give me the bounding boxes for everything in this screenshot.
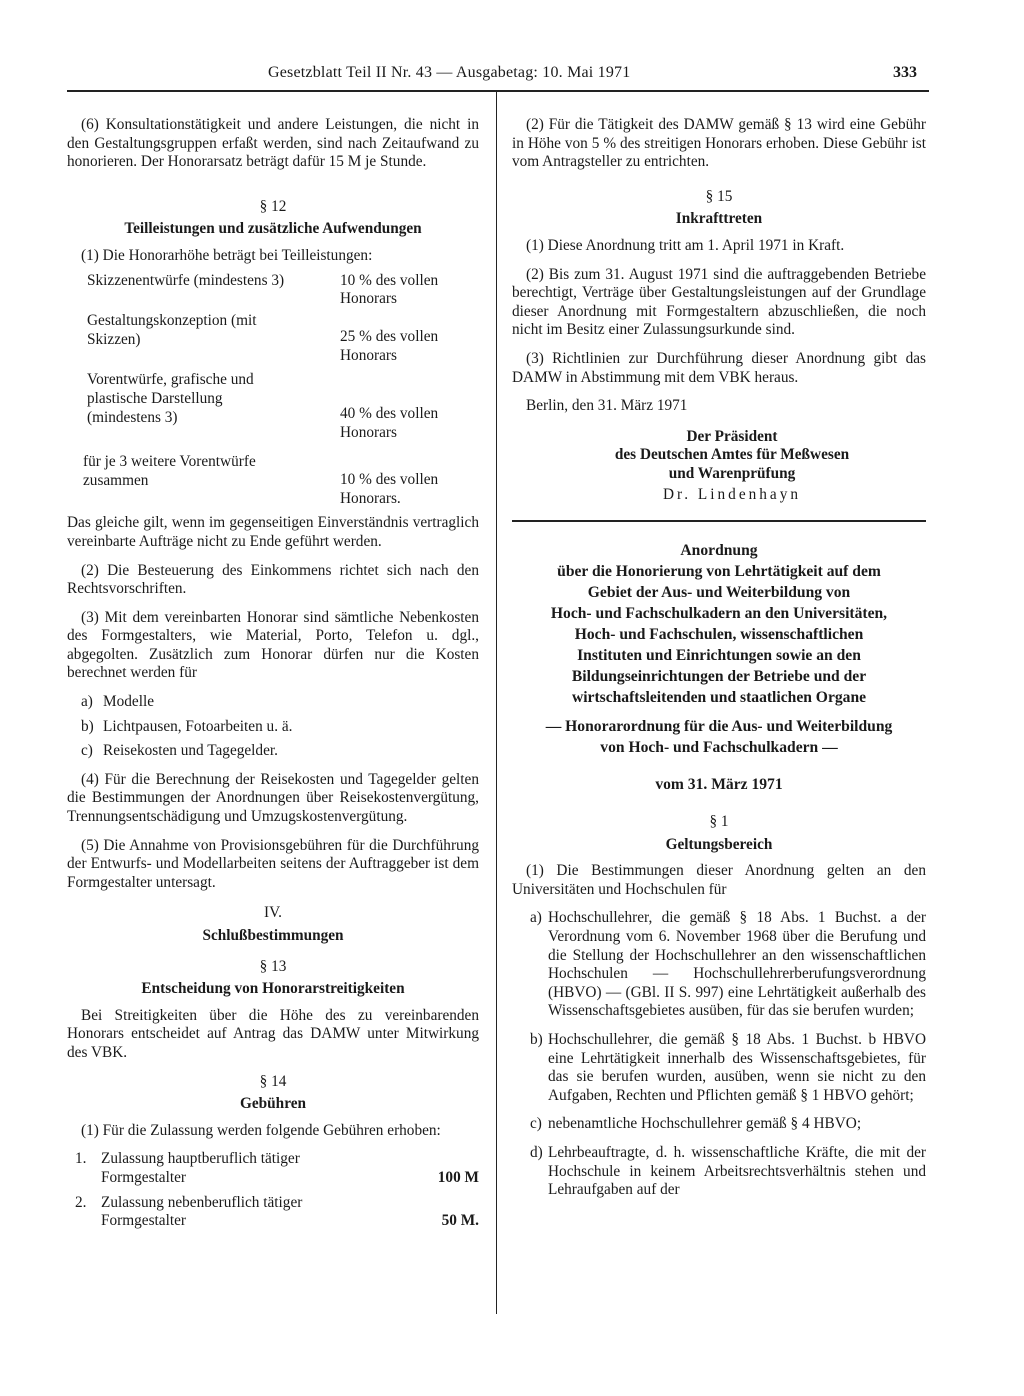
- ordinance-date: vom 31. März 1971: [655, 776, 783, 794]
- fee-row-value: 10 % des vollen Honorars: [340, 271, 439, 308]
- section-15-heading: § 15: [705, 187, 733, 205]
- section-13-heading: § 13: [259, 957, 287, 975]
- section-divider: [512, 520, 926, 522]
- list-item: a) Hochschullehrer, die gemäß § 18 Abs. 1 Buchst. a der Verordnung vom 6. November 1968 über die Berufung und die Stellung der Hochschullehrer an den wissenschaftlichen Hochschulen — Hochschullehrerberufungsverordnung (HBVO) — (GBl. II S. 997) eine Lehrtätigkeit außerhalb des Wissenschaftsgebietes ausüben, für das sie berufen wurden;: [530, 909, 926, 1020]
- fee-row-label: Skizzenentwürfe (mindestens 3): [87, 271, 285, 289]
- fee-row-label: Gestaltungskonzeption (mit Skizzen): [87, 312, 257, 348]
- signature-line-2: des Deutschen Amtes für Meßwesen: [614, 446, 850, 464]
- part-title: Schlußbestimmungen: [202, 927, 344, 944]
- s12-para-1: (1) Die Honorarhöhe beträgt bei Teilleistungen:: [81, 246, 373, 264]
- paragraph-6: (6) Konsultationstätigkeit und andere Leistungen, die nicht in den Gestaltungsgruppen erfaßt werden, sind nach Zeitaufwand zu honorieren. Der Honorarsatz beträgt dafür 15 M je Stunde.: [67, 116, 479, 171]
- s15-para-3: (3) Richtlinien zur Durchführung dieser Anordnung gibt das DAMW in Abstimmung mit dem VBK heraus.: [512, 349, 926, 386]
- fee-row-label: Vorentwürfe, grafische und plastische Darstellung (mindestens 3): [87, 371, 254, 426]
- place-date: Berlin, den 31. März 1971: [526, 397, 688, 415]
- s12-para-5: (5) Die Annahme von Provisionsgebühren für die Durchführung der Entwurfs- und Modellarbeiten seitens der Auftraggeber ist dem Formgestalter untersagt.: [67, 836, 479, 891]
- ordinance-title-line: Anordnung: [680, 542, 758, 560]
- column-divider: [496, 92, 497, 1314]
- fee-row: [67, 271, 479, 308]
- list-item: c) Reisekosten und Tagegelder.: [81, 742, 278, 760]
- page-header: [0, 60, 1024, 84]
- s12-para-2: (2) Die Besteuerung des Einkommens richtet sich nach den Rechtsvorschriften.: [67, 561, 479, 598]
- part-heading: IV.: [264, 904, 282, 922]
- list-item: d) Lehrbeauftragte, d. h. wissenschaftliche Kräfte, die mit der Hochschule in keinem Arbeitsrechtsverhältnis stehen und Lehraufgaben auf der: [530, 1144, 926, 1199]
- s13-para: Bei Streitigkeiten über die Höhe des zu vereinbarenden Honorars entscheidet auf Antrag das DAMW unter Mitwirkung des VBK.: [67, 1006, 479, 1061]
- section-12-title: Teilleistungen und zusätzliche Aufwendungen: [124, 220, 422, 238]
- s14-para-2: (2) Für die Tätigkeit des DAMW gemäß § 13 wird eine Gebühr in Höhe von 5 % des streitigen Honorars erhoben. Diese Gebühr ist vom Antragsteller zu entrichten.: [512, 116, 926, 171]
- fee-item: 2. Zulassung nebenberuflich tätiger Formgestalter 50 M.: [75, 1193, 479, 1230]
- s15-para-2: (2) Bis zum 31. August 1971 sind die auftraggebenden Betriebe berechtigt, Verträge über Gestaltungsleistungen auf der Grundlage dieser Anordnung mit Formgestaltern abzuschließen, die noch nicht im Besitz einer Zulassungsurkunde sind.: [512, 265, 926, 339]
- s12-para-3: (3) Mit dem vereinbarten Honorar sind sämtliche Nebenkosten des Formgestalters, wie Material, Porto, Telefon u. dgl., abgegolten. Zusätzlich zum Honorar dürfen nur die Kosten berechnet werden für: [67, 608, 479, 682]
- ordinance-title-line: Hoch- und Fachschulkadern an den Universitäten,: [550, 605, 888, 623]
- left-column: [67, 116, 479, 1231]
- section-14-heading: § 14: [259, 1072, 287, 1090]
- section-1-heading: § 1: [709, 813, 729, 831]
- signature-line-3: und Warenprüfung: [668, 464, 796, 482]
- ordinance-title-line: Bildungseinrichtungen der Betriebe und der: [571, 668, 867, 686]
- section-12-heading: § 12: [259, 197, 287, 215]
- s12-para-1b: Das gleiche gilt, wenn im gegenseitigen Einverständnis vertraglich vereinbarte Aufträge nicht zu Ende geführt werden.: [67, 514, 479, 550]
- section-13-title: Entscheidung von Honorarstreitigkeiten: [141, 980, 405, 998]
- ordinance-title-line: wirtschaftsleitenden und staatlichen Organe: [571, 689, 867, 707]
- right-column: [512, 116, 926, 1200]
- list-item: a) Modelle: [81, 693, 154, 711]
- ordinance-title-line: über die Honorierung von Lehrtätigkeit auf dem: [557, 563, 881, 581]
- header-rule: [67, 90, 929, 92]
- s1-para-1: (1) Die Bestimmungen dieser Anordnung gelten an den Universitäten und Hochschulen für: [512, 862, 926, 898]
- ordinance-title-line: Gebiet der Aus- und Weiterbildung von: [587, 584, 851, 602]
- ordinance-title-line: Hoch- und Fachschulen, wissenschaftlichen: [574, 626, 864, 644]
- signature-line-1: Der Präsident: [686, 427, 778, 445]
- fee-row-value: 40 % des vollen Honorars: [340, 405, 439, 441]
- list-item: b) Lichtpausen, Fotoarbeiten u. ä.: [81, 717, 293, 735]
- fee-row: [67, 371, 479, 441]
- header-title: Gesetzblatt Teil II Nr. 43 — Ausgabetag: 10. Mai 1971: [268, 64, 631, 81]
- fee-row: [67, 312, 479, 364]
- fee-row-value: 25 % des vollen Honorars: [340, 328, 439, 364]
- ordinance-title-line: Instituten und Einrichtungen sowie an den: [577, 647, 861, 665]
- ordinance-subtitle-line: von Hoch- und Fachschulkadern —: [600, 739, 838, 757]
- fee-row-value: 10 % des vollen Honorars.: [340, 471, 439, 507]
- section-15-title: Inkrafttreten: [675, 210, 763, 228]
- fee-item: 1. Zulassung hauptberuflich tätiger Formgestalter 100 M: [75, 1150, 479, 1186]
- signature-name: Dr. Lindenhayn: [662, 485, 801, 503]
- list-item: c) nebenamtliche Hochschullehrer gemäß § 4 HBVO;: [530, 1115, 862, 1133]
- fee-row: [67, 453, 479, 507]
- fee-row-label: für je 3 weitere Vorentwürfe zusammen: [83, 453, 256, 489]
- s12-para-4: (4) Für die Berechnung der Reisekosten und Tagegelder gelten die Bestimmungen der Anordnungen über Reisekostenvergütung, Trennungsentschädigung und Umzugskostenvergütung.: [67, 770, 479, 826]
- s15-para-1: (1) Diese Anordnung tritt am 1. April 1971 in Kraft.: [526, 236, 845, 254]
- list-item: b) Hochschullehrer, die gemäß § 18 Abs. 1 Buchst. b HBVO eine Lehrtätigkeit innerhalb des Wissenschaftsgebietes, für das sie berufen wurden, ausüben, wenn sie nicht zu den Aufgaben, Rechten und Pflichten gemäß § 1 HBVO gehört;: [530, 1031, 926, 1104]
- section-1-title: Geltungsbereich: [665, 835, 773, 853]
- section-14-title: Gebühren: [239, 1095, 307, 1113]
- page-number: 333: [893, 64, 917, 81]
- s14-para-1: (1) Für die Zulassung werden folgende Gebühren erhoben:: [81, 1121, 441, 1139]
- ordinance-subtitle-line: — Honorarordnung für die Aus- und Weiterbildung: [545, 718, 893, 736]
